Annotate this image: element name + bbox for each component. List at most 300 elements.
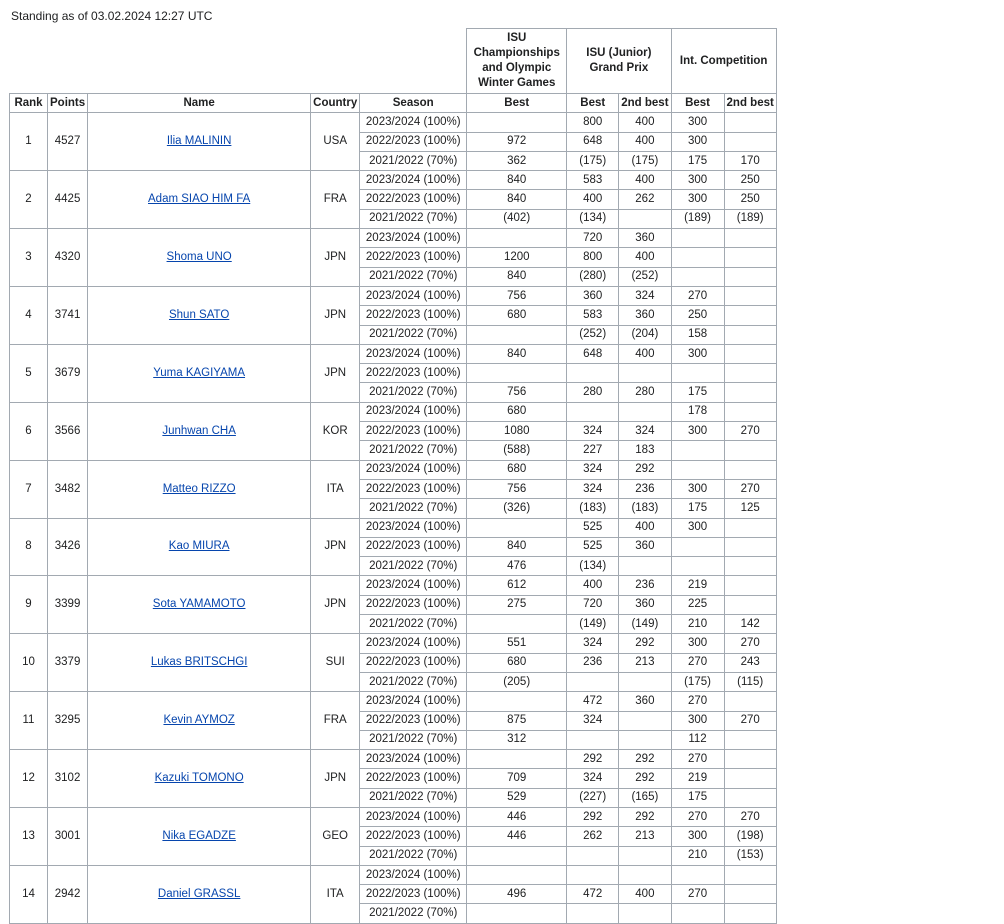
champ-best-cell: 446 bbox=[467, 827, 567, 846]
gp-2nd-cell: 292 bbox=[619, 769, 671, 788]
season-cell: 2021/2022 (70%) bbox=[360, 557, 467, 576]
intl-2nd-cell bbox=[724, 576, 776, 595]
champ-best-cell: 840 bbox=[467, 171, 567, 190]
gp-best-cell: 360 bbox=[567, 286, 619, 305]
group-header-championships: ISU Championships and Olympic Winter Games bbox=[467, 29, 567, 94]
season-cell: 2022/2023 (100%) bbox=[360, 306, 467, 325]
season-cell: 2022/2023 (100%) bbox=[360, 422, 467, 441]
champ-best-cell bbox=[467, 364, 567, 383]
intl-2nd-cell bbox=[724, 344, 776, 363]
season-cell: 2023/2024 (100%) bbox=[360, 113, 467, 132]
gp-2nd-cell bbox=[619, 711, 671, 730]
gp-2nd-cell: 292 bbox=[619, 460, 671, 479]
intl-best-cell bbox=[671, 460, 724, 479]
season-cell: 2023/2024 (100%) bbox=[360, 229, 467, 248]
season-cell: 2023/2024 (100%) bbox=[360, 460, 467, 479]
gp-best-cell: 324 bbox=[567, 634, 619, 653]
champ-best-cell: 709 bbox=[467, 769, 567, 788]
season-cell: 2022/2023 (100%) bbox=[360, 711, 467, 730]
champ-best-cell: (205) bbox=[467, 672, 567, 691]
champ-best-cell: 612 bbox=[467, 576, 567, 595]
intl-2nd-cell bbox=[724, 788, 776, 807]
intl-best-cell: (175) bbox=[671, 672, 724, 691]
champ-best-cell bbox=[467, 518, 567, 537]
intl-best-cell: 178 bbox=[671, 402, 724, 421]
table-row bbox=[10, 171, 777, 190]
country-cell: FRA bbox=[311, 692, 360, 750]
intl-best-cell: 300 bbox=[671, 827, 724, 846]
gp-best-cell: 800 bbox=[567, 248, 619, 267]
group-header-int-competition: Int. Competition bbox=[671, 29, 776, 94]
intl-2nd-cell bbox=[724, 364, 776, 383]
gp-2nd-cell bbox=[619, 402, 671, 421]
intl-best-cell: 300 bbox=[671, 171, 724, 190]
intl-best-cell: 300 bbox=[671, 518, 724, 537]
gp-2nd-cell: 360 bbox=[619, 537, 671, 556]
rank-cell: 10 bbox=[10, 634, 48, 692]
gp-2nd-cell: 213 bbox=[619, 653, 671, 672]
table-row bbox=[10, 518, 777, 537]
gp-best-cell: 472 bbox=[567, 692, 619, 711]
season-cell: 2021/2022 (70%) bbox=[360, 267, 467, 286]
gp-best-cell: 324 bbox=[567, 422, 619, 441]
points-cell: 3566 bbox=[48, 402, 88, 460]
gp-best-cell: 324 bbox=[567, 479, 619, 498]
season-cell: 2021/2022 (70%) bbox=[360, 151, 467, 170]
intl-2nd-cell: 270 bbox=[724, 479, 776, 498]
champ-best-cell: 680 bbox=[467, 306, 567, 325]
champ-best-cell bbox=[467, 750, 567, 769]
gp-best-cell: (280) bbox=[567, 267, 619, 286]
table-row bbox=[10, 460, 777, 479]
gp-best-cell: 324 bbox=[567, 460, 619, 479]
rank-cell: 8 bbox=[10, 518, 48, 576]
country-cell: JPN bbox=[311, 344, 360, 402]
season-cell: 2022/2023 (100%) bbox=[360, 769, 467, 788]
champ-best-cell bbox=[467, 113, 567, 132]
skater-name-link[interactable]: Shun SATO bbox=[168, 308, 230, 321]
gp-best-cell bbox=[567, 402, 619, 421]
champ-best-cell: 476 bbox=[467, 557, 567, 576]
gp-2nd-cell: 400 bbox=[619, 132, 671, 151]
gp-2nd-cell: 236 bbox=[619, 479, 671, 498]
season-cell: 2022/2023 (100%) bbox=[360, 248, 467, 267]
table-row bbox=[10, 286, 777, 305]
group-header-grand-prix: ISU (Junior) Grand Prix bbox=[567, 29, 671, 94]
champ-best-cell bbox=[467, 325, 567, 344]
gp-best-cell: (134) bbox=[567, 557, 619, 576]
gp-best-cell bbox=[567, 846, 619, 865]
points-cell: 4425 bbox=[48, 171, 88, 229]
intl-2nd-cell bbox=[724, 750, 776, 769]
skater-name-link[interactable]: Kao MIURA bbox=[168, 540, 230, 553]
gp-2nd-cell: (165) bbox=[619, 788, 671, 807]
champ-best-cell: (588) bbox=[467, 441, 567, 460]
name-cell bbox=[88, 286, 311, 344]
intl-2nd-cell: 170 bbox=[724, 151, 776, 170]
country-cell: JPN bbox=[311, 576, 360, 634]
name-cell bbox=[88, 402, 311, 460]
intl-2nd-cell bbox=[724, 904, 776, 923]
points-cell: 4320 bbox=[48, 229, 88, 287]
header-group-row bbox=[10, 29, 777, 94]
points-cell: 2942 bbox=[48, 865, 88, 923]
col-header-gp-best: Best bbox=[567, 94, 619, 113]
intl-best-cell bbox=[671, 441, 724, 460]
gp-2nd-cell: (204) bbox=[619, 325, 671, 344]
champ-best-cell: 680 bbox=[467, 460, 567, 479]
gp-2nd-cell: 360 bbox=[619, 229, 671, 248]
table-row bbox=[10, 344, 777, 363]
intl-best-cell bbox=[671, 229, 724, 248]
name-cell bbox=[88, 750, 311, 808]
table-row bbox=[10, 402, 777, 421]
champ-best-cell: 446 bbox=[467, 807, 567, 826]
champ-best-cell: 1080 bbox=[467, 422, 567, 441]
gp-best-cell bbox=[567, 672, 619, 691]
intl-best-cell: 210 bbox=[671, 846, 724, 865]
champ-best-cell: 756 bbox=[467, 479, 567, 498]
rank-cell: 3 bbox=[10, 229, 48, 287]
col-header-points: Points bbox=[48, 94, 88, 113]
season-cell: 2023/2024 (100%) bbox=[360, 865, 467, 884]
table-row bbox=[10, 229, 777, 248]
gp-2nd-cell: (175) bbox=[619, 151, 671, 170]
name-cell bbox=[88, 692, 311, 750]
gp-2nd-cell bbox=[619, 904, 671, 923]
season-cell: 2023/2024 (100%) bbox=[360, 634, 467, 653]
champ-best-cell bbox=[467, 615, 567, 634]
points-cell: 3399 bbox=[48, 576, 88, 634]
name-cell bbox=[88, 171, 311, 229]
name-cell bbox=[88, 518, 311, 576]
champ-best-cell: 1200 bbox=[467, 248, 567, 267]
intl-2nd-cell bbox=[724, 267, 776, 286]
champ-best-cell: 680 bbox=[467, 653, 567, 672]
table-row bbox=[10, 634, 777, 653]
intl-2nd-cell bbox=[724, 460, 776, 479]
points-cell: 3482 bbox=[48, 460, 88, 518]
rank-cell: 6 bbox=[10, 402, 48, 460]
gp-best-cell: (252) bbox=[567, 325, 619, 344]
intl-best-cell: 300 bbox=[671, 190, 724, 209]
gp-2nd-cell: (149) bbox=[619, 615, 671, 634]
intl-2nd-cell: 250 bbox=[724, 171, 776, 190]
gp-2nd-cell: 183 bbox=[619, 441, 671, 460]
intl-2nd-cell: 142 bbox=[724, 615, 776, 634]
intl-best-cell: 300 bbox=[671, 422, 724, 441]
intl-best-cell: 175 bbox=[671, 383, 724, 402]
intl-2nd-cell: (198) bbox=[724, 827, 776, 846]
gp-best-cell: 583 bbox=[567, 171, 619, 190]
skater-name-link[interactable]: Kevin AYMOZ bbox=[163, 714, 235, 727]
name-cell bbox=[88, 229, 311, 287]
intl-2nd-cell bbox=[724, 441, 776, 460]
country-cell: JPN bbox=[311, 286, 360, 344]
champ-best-cell: 756 bbox=[467, 286, 567, 305]
country-cell: GEO bbox=[311, 807, 360, 865]
gp-best-cell: 324 bbox=[567, 769, 619, 788]
intl-2nd-cell bbox=[724, 229, 776, 248]
skater-name-link[interactable]: Sota YAMAMOTO bbox=[152, 598, 246, 611]
season-cell: 2021/2022 (70%) bbox=[360, 325, 467, 344]
champ-best-cell: 362 bbox=[467, 151, 567, 170]
champ-best-cell bbox=[467, 865, 567, 884]
gp-best-cell: 525 bbox=[567, 518, 619, 537]
season-cell: 2021/2022 (70%) bbox=[360, 441, 467, 460]
champ-best-cell: 529 bbox=[467, 788, 567, 807]
col-header-country: Country bbox=[311, 94, 360, 113]
gp-best-cell: 324 bbox=[567, 711, 619, 730]
gp-2nd-cell: (252) bbox=[619, 267, 671, 286]
champ-best-cell: 840 bbox=[467, 190, 567, 209]
intl-best-cell: 270 bbox=[671, 692, 724, 711]
gp-best-cell bbox=[567, 730, 619, 749]
season-cell: 2022/2023 (100%) bbox=[360, 132, 467, 151]
intl-best-cell: 175 bbox=[671, 151, 724, 170]
skater-name-link[interactable]: Kazuki TOMONO bbox=[154, 772, 244, 785]
country-cell: JPN bbox=[311, 518, 360, 576]
season-cell: 2023/2024 (100%) bbox=[360, 518, 467, 537]
gp-best-cell: 525 bbox=[567, 537, 619, 556]
gp-2nd-cell: 400 bbox=[619, 171, 671, 190]
rank-cell: 12 bbox=[10, 750, 48, 808]
season-cell: 2023/2024 (100%) bbox=[360, 344, 467, 363]
gp-2nd-cell bbox=[619, 364, 671, 383]
gp-2nd-cell: 324 bbox=[619, 422, 671, 441]
gp-best-cell: 227 bbox=[567, 441, 619, 460]
intl-2nd-cell: 250 bbox=[724, 190, 776, 209]
country-cell: KOR bbox=[311, 402, 360, 460]
season-cell: 2021/2022 (70%) bbox=[360, 846, 467, 865]
skater-name-link[interactable]: Daniel GRASSL bbox=[157, 887, 241, 900]
gp-2nd-cell: 360 bbox=[619, 306, 671, 325]
intl-2nd-cell bbox=[724, 769, 776, 788]
champ-best-cell bbox=[467, 692, 567, 711]
intl-2nd-cell bbox=[724, 537, 776, 556]
col-header-name: Name bbox=[88, 94, 311, 113]
gp-2nd-cell: 280 bbox=[619, 383, 671, 402]
rank-cell: 14 bbox=[10, 865, 48, 923]
gp-best-cell: 648 bbox=[567, 344, 619, 363]
season-cell: 2021/2022 (70%) bbox=[360, 672, 467, 691]
season-cell: 2023/2024 (100%) bbox=[360, 171, 467, 190]
gp-2nd-cell bbox=[619, 846, 671, 865]
season-cell: 2022/2023 (100%) bbox=[360, 827, 467, 846]
gp-2nd-cell: 292 bbox=[619, 634, 671, 653]
intl-best-cell: 112 bbox=[671, 730, 724, 749]
intl-best-cell bbox=[671, 904, 724, 923]
gp-2nd-cell: 400 bbox=[619, 248, 671, 267]
standings-body bbox=[10, 113, 777, 923]
gp-2nd-cell: (183) bbox=[619, 499, 671, 518]
country-cell: FRA bbox=[311, 171, 360, 229]
intl-2nd-cell bbox=[724, 306, 776, 325]
country-cell: ITA bbox=[311, 460, 360, 518]
gp-best-cell: 262 bbox=[567, 827, 619, 846]
rank-cell: 9 bbox=[10, 576, 48, 634]
points-cell: 3295 bbox=[48, 692, 88, 750]
gp-2nd-cell: 262 bbox=[619, 190, 671, 209]
intl-2nd-cell bbox=[724, 595, 776, 614]
intl-2nd-cell: (153) bbox=[724, 846, 776, 865]
intl-best-cell: 300 bbox=[671, 344, 724, 363]
season-cell: 2021/2022 (70%) bbox=[360, 499, 467, 518]
gp-best-cell: 583 bbox=[567, 306, 619, 325]
intl-best-cell bbox=[671, 537, 724, 556]
season-cell: 2021/2022 (70%) bbox=[360, 904, 467, 923]
intl-2nd-cell bbox=[724, 248, 776, 267]
season-cell: 2021/2022 (70%) bbox=[360, 615, 467, 634]
rank-cell: 1 bbox=[10, 113, 48, 171]
table-row bbox=[10, 692, 777, 711]
name-cell bbox=[88, 576, 311, 634]
name-cell bbox=[88, 113, 311, 171]
gp-2nd-cell: 400 bbox=[619, 518, 671, 537]
intl-2nd-cell: 270 bbox=[724, 422, 776, 441]
gp-2nd-cell: 360 bbox=[619, 595, 671, 614]
intl-best-cell: 210 bbox=[671, 615, 724, 634]
col-header-gp-2nd: 2nd best bbox=[619, 94, 671, 113]
intl-best-cell: 219 bbox=[671, 769, 724, 788]
season-cell: 2021/2022 (70%) bbox=[360, 209, 467, 228]
season-cell: 2023/2024 (100%) bbox=[360, 692, 467, 711]
gp-2nd-cell: 213 bbox=[619, 827, 671, 846]
name-cell bbox=[88, 865, 311, 923]
table-row bbox=[10, 865, 777, 884]
gp-best-cell: 400 bbox=[567, 576, 619, 595]
intl-2nd-cell bbox=[724, 885, 776, 904]
season-cell: 2021/2022 (70%) bbox=[360, 730, 467, 749]
season-cell: 2023/2024 (100%) bbox=[360, 286, 467, 305]
gp-2nd-cell bbox=[619, 730, 671, 749]
champ-best-cell bbox=[467, 904, 567, 923]
table-row bbox=[10, 576, 777, 595]
skater-name-link[interactable]: Matteo RIZZO bbox=[162, 482, 236, 495]
intl-2nd-cell bbox=[724, 730, 776, 749]
gp-2nd-cell bbox=[619, 865, 671, 884]
gp-best-cell: (227) bbox=[567, 788, 619, 807]
intl-best-cell: 175 bbox=[671, 499, 724, 518]
intl-best-cell: 270 bbox=[671, 885, 724, 904]
intl-2nd-cell bbox=[724, 113, 776, 132]
champ-best-cell: 840 bbox=[467, 267, 567, 286]
rank-cell: 2 bbox=[10, 171, 48, 229]
gp-2nd-cell: 360 bbox=[619, 692, 671, 711]
intl-best-cell: 300 bbox=[671, 479, 724, 498]
table-row bbox=[10, 807, 777, 826]
intl-2nd-cell: 270 bbox=[724, 711, 776, 730]
champ-best-cell: (326) bbox=[467, 499, 567, 518]
season-cell: 2021/2022 (70%) bbox=[360, 383, 467, 402]
gp-2nd-cell: 292 bbox=[619, 750, 671, 769]
gp-best-cell bbox=[567, 904, 619, 923]
header-spacer-season bbox=[360, 29, 467, 94]
intl-2nd-cell bbox=[724, 132, 776, 151]
intl-2nd-cell bbox=[724, 518, 776, 537]
rank-cell: 5 bbox=[10, 344, 48, 402]
gp-best-cell bbox=[567, 364, 619, 383]
gp-best-cell: (134) bbox=[567, 209, 619, 228]
name-cell bbox=[88, 807, 311, 865]
standing-timestamp: Standing as of 03.02.2024 12:27 UTC bbox=[11, 9, 213, 23]
champ-best-cell: 875 bbox=[467, 711, 567, 730]
intl-best-cell: 300 bbox=[671, 634, 724, 653]
gp-2nd-cell bbox=[619, 557, 671, 576]
intl-best-cell: (189) bbox=[671, 209, 724, 228]
skater-name-link[interactable]: Shoma UNO bbox=[166, 251, 232, 264]
season-cell: 2022/2023 (100%) bbox=[360, 364, 467, 383]
gp-best-cell: (175) bbox=[567, 151, 619, 170]
intl-best-cell: 270 bbox=[671, 807, 724, 826]
champ-best-cell: 551 bbox=[467, 634, 567, 653]
champ-best-cell: 972 bbox=[467, 132, 567, 151]
intl-2nd-cell bbox=[724, 692, 776, 711]
points-cell: 3426 bbox=[48, 518, 88, 576]
intl-2nd-cell bbox=[724, 286, 776, 305]
season-cell: 2022/2023 (100%) bbox=[360, 479, 467, 498]
table-row bbox=[10, 113, 777, 132]
champ-best-cell: 756 bbox=[467, 383, 567, 402]
rank-cell: 13 bbox=[10, 807, 48, 865]
skater-name-link[interactable]: Yuma KAGIYAMA bbox=[153, 366, 246, 379]
champ-best-cell: 840 bbox=[467, 537, 567, 556]
intl-best-cell: 300 bbox=[671, 113, 724, 132]
points-cell: 3379 bbox=[48, 634, 88, 692]
intl-best-cell bbox=[671, 865, 724, 884]
header-spacer bbox=[10, 29, 360, 94]
season-cell: 2022/2023 (100%) bbox=[360, 653, 467, 672]
rank-cell: 7 bbox=[10, 460, 48, 518]
season-cell: 2022/2023 (100%) bbox=[360, 885, 467, 904]
intl-best-cell: 300 bbox=[671, 711, 724, 730]
intl-best-cell: 300 bbox=[671, 132, 724, 151]
gp-best-cell: 648 bbox=[567, 132, 619, 151]
gp-best-cell: 292 bbox=[567, 807, 619, 826]
col-header-intl-best: Best bbox=[671, 94, 724, 113]
skater-name-link[interactable]: Adam SIAO HIM FA bbox=[148, 193, 251, 206]
intl-2nd-cell bbox=[724, 383, 776, 402]
points-cell: 3102 bbox=[48, 750, 88, 808]
champ-best-cell: 312 bbox=[467, 730, 567, 749]
gp-best-cell: 280 bbox=[567, 383, 619, 402]
season-cell: 2023/2024 (100%) bbox=[360, 750, 467, 769]
champ-best-cell: 680 bbox=[467, 402, 567, 421]
champ-best-cell bbox=[467, 229, 567, 248]
world-standings-table bbox=[9, 28, 777, 924]
skater-name-link[interactable]: Junhwan CHA bbox=[162, 424, 236, 437]
intl-2nd-cell bbox=[724, 557, 776, 576]
skater-name-link[interactable]: Ilia MALININ bbox=[166, 135, 232, 148]
gp-best-cell: 292 bbox=[567, 750, 619, 769]
points-cell: 4527 bbox=[48, 113, 88, 171]
points-cell: 3679 bbox=[48, 344, 88, 402]
gp-best-cell: 800 bbox=[567, 113, 619, 132]
country-cell: JPN bbox=[311, 750, 360, 808]
name-cell bbox=[88, 344, 311, 402]
season-cell: 2023/2024 (100%) bbox=[360, 807, 467, 826]
name-cell bbox=[88, 634, 311, 692]
header-column-row bbox=[10, 94, 777, 113]
gp-2nd-cell bbox=[619, 209, 671, 228]
gp-2nd-cell: 400 bbox=[619, 885, 671, 904]
intl-best-cell bbox=[671, 248, 724, 267]
col-header-rank: Rank bbox=[10, 94, 48, 113]
skater-name-link[interactable]: Nika EGADZE bbox=[162, 829, 236, 842]
gp-best-cell: (183) bbox=[567, 499, 619, 518]
skater-name-link[interactable]: Lukas BRITSCHGI bbox=[150, 656, 248, 669]
intl-2nd-cell bbox=[724, 325, 776, 344]
